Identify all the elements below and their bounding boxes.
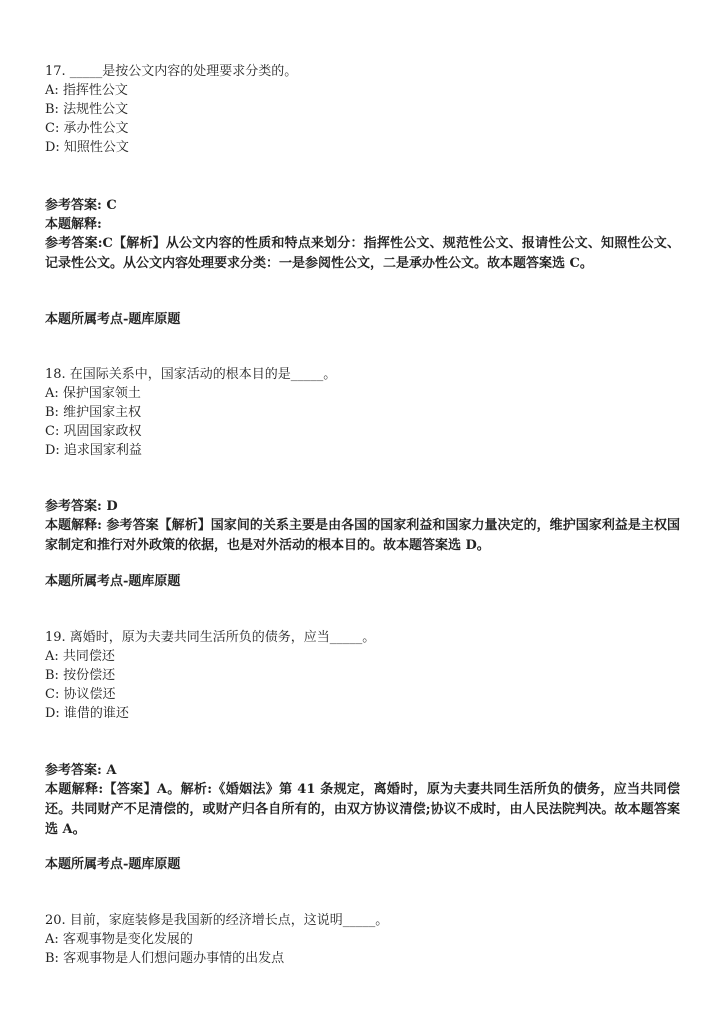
source-19 — [45, 855, 680, 874]
question-text: 18. 在国际关系中，国家活动的根本目的是_____。 — [45, 367, 337, 382]
question-19 — [45, 628, 680, 723]
explanation-label: 本题解释: — [45, 217, 102, 232]
answer-text: 参考答案: A — [45, 763, 117, 778]
option-a: A: 共同偿还 — [45, 649, 115, 664]
answer-text: 参考答案: C — [45, 198, 117, 213]
source-17 — [45, 310, 680, 329]
question-18 — [45, 365, 680, 460]
option-d: D: 知照性公文 — [45, 140, 129, 155]
option-a: A: 指挥性公文 — [45, 83, 128, 98]
option-a: A: 保护国家领土 — [45, 386, 141, 401]
answer-text: 参考答案: D — [45, 499, 118, 514]
option-d: D: 谁借的谁还 — [45, 706, 129, 721]
explanation-text: 本题解释:【答案】A。解析:《婚姻法》第 41 条规定，离婚时，原为夫妻共同生活所负的债务，应当共同偿还。共同财产不足清偿的，或财产归各自所有的，由双方协议清偿;协议不成时，由人民法院判决。故本题答案选 A。 — [45, 782, 680, 837]
explanation-text: 参考答案:C【解析】从公文内容的性质和特点来划分：指挥性公文、规范性公文、报请性公文、知照性公文、记录性公文。从公文内容处理要求分类：一是参阅性公文，二是承办性公文。故本题答案选 C。 — [45, 236, 680, 271]
answer-18 — [45, 497, 680, 556]
question-20 — [45, 911, 680, 968]
source-text: 本题所属考点-题库原题 — [45, 574, 181, 589]
question-text: 17. _____是按公文内容的处理要求分类的。 — [45, 64, 298, 79]
source-text: 本题所属考点-题库原题 — [45, 857, 181, 872]
option-c: C: 承办性公文 — [45, 121, 129, 136]
option-a: A: 客观事物是变化发展的 — [45, 932, 193, 947]
option-c: C: 巩固国家政权 — [45, 424, 142, 439]
source-text: 本题所属考点-题库原题 — [45, 312, 181, 327]
explanation-text: 本题解释: 参考答案【解析】国家间的关系主要是由各国的国家利益和国家力量决定的，维护国家利益是主权国家制定和推行对外政策的依据，也是对外活动的根本目的。故本题答案选 D。 — [45, 518, 680, 553]
option-b: B: 法规性公文 — [45, 102, 129, 117]
option-d: D: 追求国家利益 — [45, 443, 142, 458]
question-text: 20. 目前，家庭装修是我国新的经济增长点，这说明_____。 — [45, 913, 389, 928]
option-b: B: 客观事物是人们想问题办事情的出发点 — [45, 951, 285, 966]
option-c: C: 协议偿还 — [45, 687, 116, 702]
answer-17 — [45, 196, 680, 274]
option-b: B: 按份偿还 — [45, 668, 116, 683]
option-b: B: 维护国家主权 — [45, 405, 142, 420]
answer-19 — [45, 761, 680, 840]
source-18 — [45, 572, 680, 591]
question-text: 19. 离婚时，原为夫妻共同生活所负的债务，应当_____。 — [45, 630, 376, 645]
question-17 — [45, 62, 680, 157]
